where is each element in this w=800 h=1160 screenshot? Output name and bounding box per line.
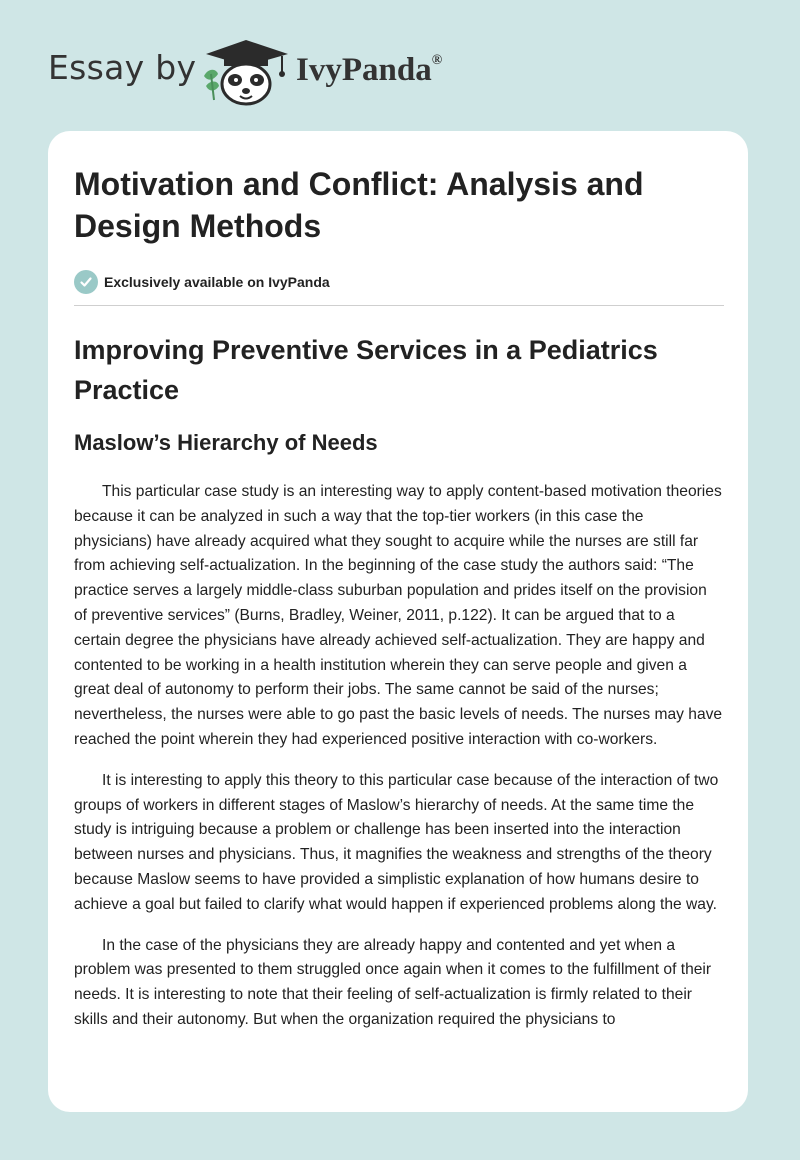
- panda-logo-icon[interactable]: [200, 36, 292, 108]
- essay-by-label: Essay by: [48, 48, 197, 87]
- paragraph: In the case of the physicians they are already happy and contented and yet when a problem was presented to them struggled once again when it comes to the fulfillment of their needs. It is interesting to note that their feeling of self-actualization is firmly related to their skills and their autonomy. But when the organization required the physicians to: [74, 936, 712, 1028]
- section-heading: Improving Preventive Services in a Pediatrics Practice: [74, 335, 658, 405]
- exclusive-row: [74, 269, 724, 295]
- paragraph: It is interesting to apply this theory to this particular case because of the interaction of two groups of workers in different stages of Maslow’s hierarchy of needs. At the same time the study is intriguing because a problem or challenge has been inserted into the interaction between nurses and physicians. Thus, it magnifies the weakness and strengths of the theory because Maslow seems to have provided a simplistic explanation of how humans desire to achieve a goal but failed to clarify what would happen if experienced problems along the way.: [74, 771, 719, 913]
- divider: [74, 305, 724, 306]
- site-header: [0, 0, 800, 130]
- check-circle-icon: [74, 270, 98, 294]
- essay-title: Motivation and Conflict: Analysis and Design Methods: [74, 166, 644, 244]
- paragraph: This particular case study is an interesting way to apply content-based motivation theories because it can be analyzed in such a way that the top-tier workers (in this case the physicians) have already acquired what they sought to acquire while the nurses are still far from achieving self-actualization. In the beginning of the case study the authors said: “The practice serves a largely middle-class suburban population and prides itself on the provision of preventive services” (Burns, Bradley, Weiner, 2011, p.122). It can be argued that to a certain degree the physicians have already achieved self-actualization. They are happy and contented to be working in a health institution wherein they can serve people and given a great deal of autonomy to perform their jobs. The same cannot be said of the nurses; nevertheless, the nurses were able to go past the basic levels of needs. The nurses may have reached the point wherein they had experienced positive interaction with co-workers.: [74, 483, 723, 748]
- registered-mark: ®: [431, 53, 443, 68]
- essay-content: [74, 163, 724, 1033]
- exclusive-label: Exclusively available on IvyPanda: [104, 274, 330, 290]
- essay-card: [48, 131, 748, 1112]
- subsection-heading: Maslow’s Hierarchy of Needs: [74, 430, 378, 455]
- brand-name[interactable]: [296, 52, 442, 89]
- brand-text: IvyPanda: [296, 52, 432, 88]
